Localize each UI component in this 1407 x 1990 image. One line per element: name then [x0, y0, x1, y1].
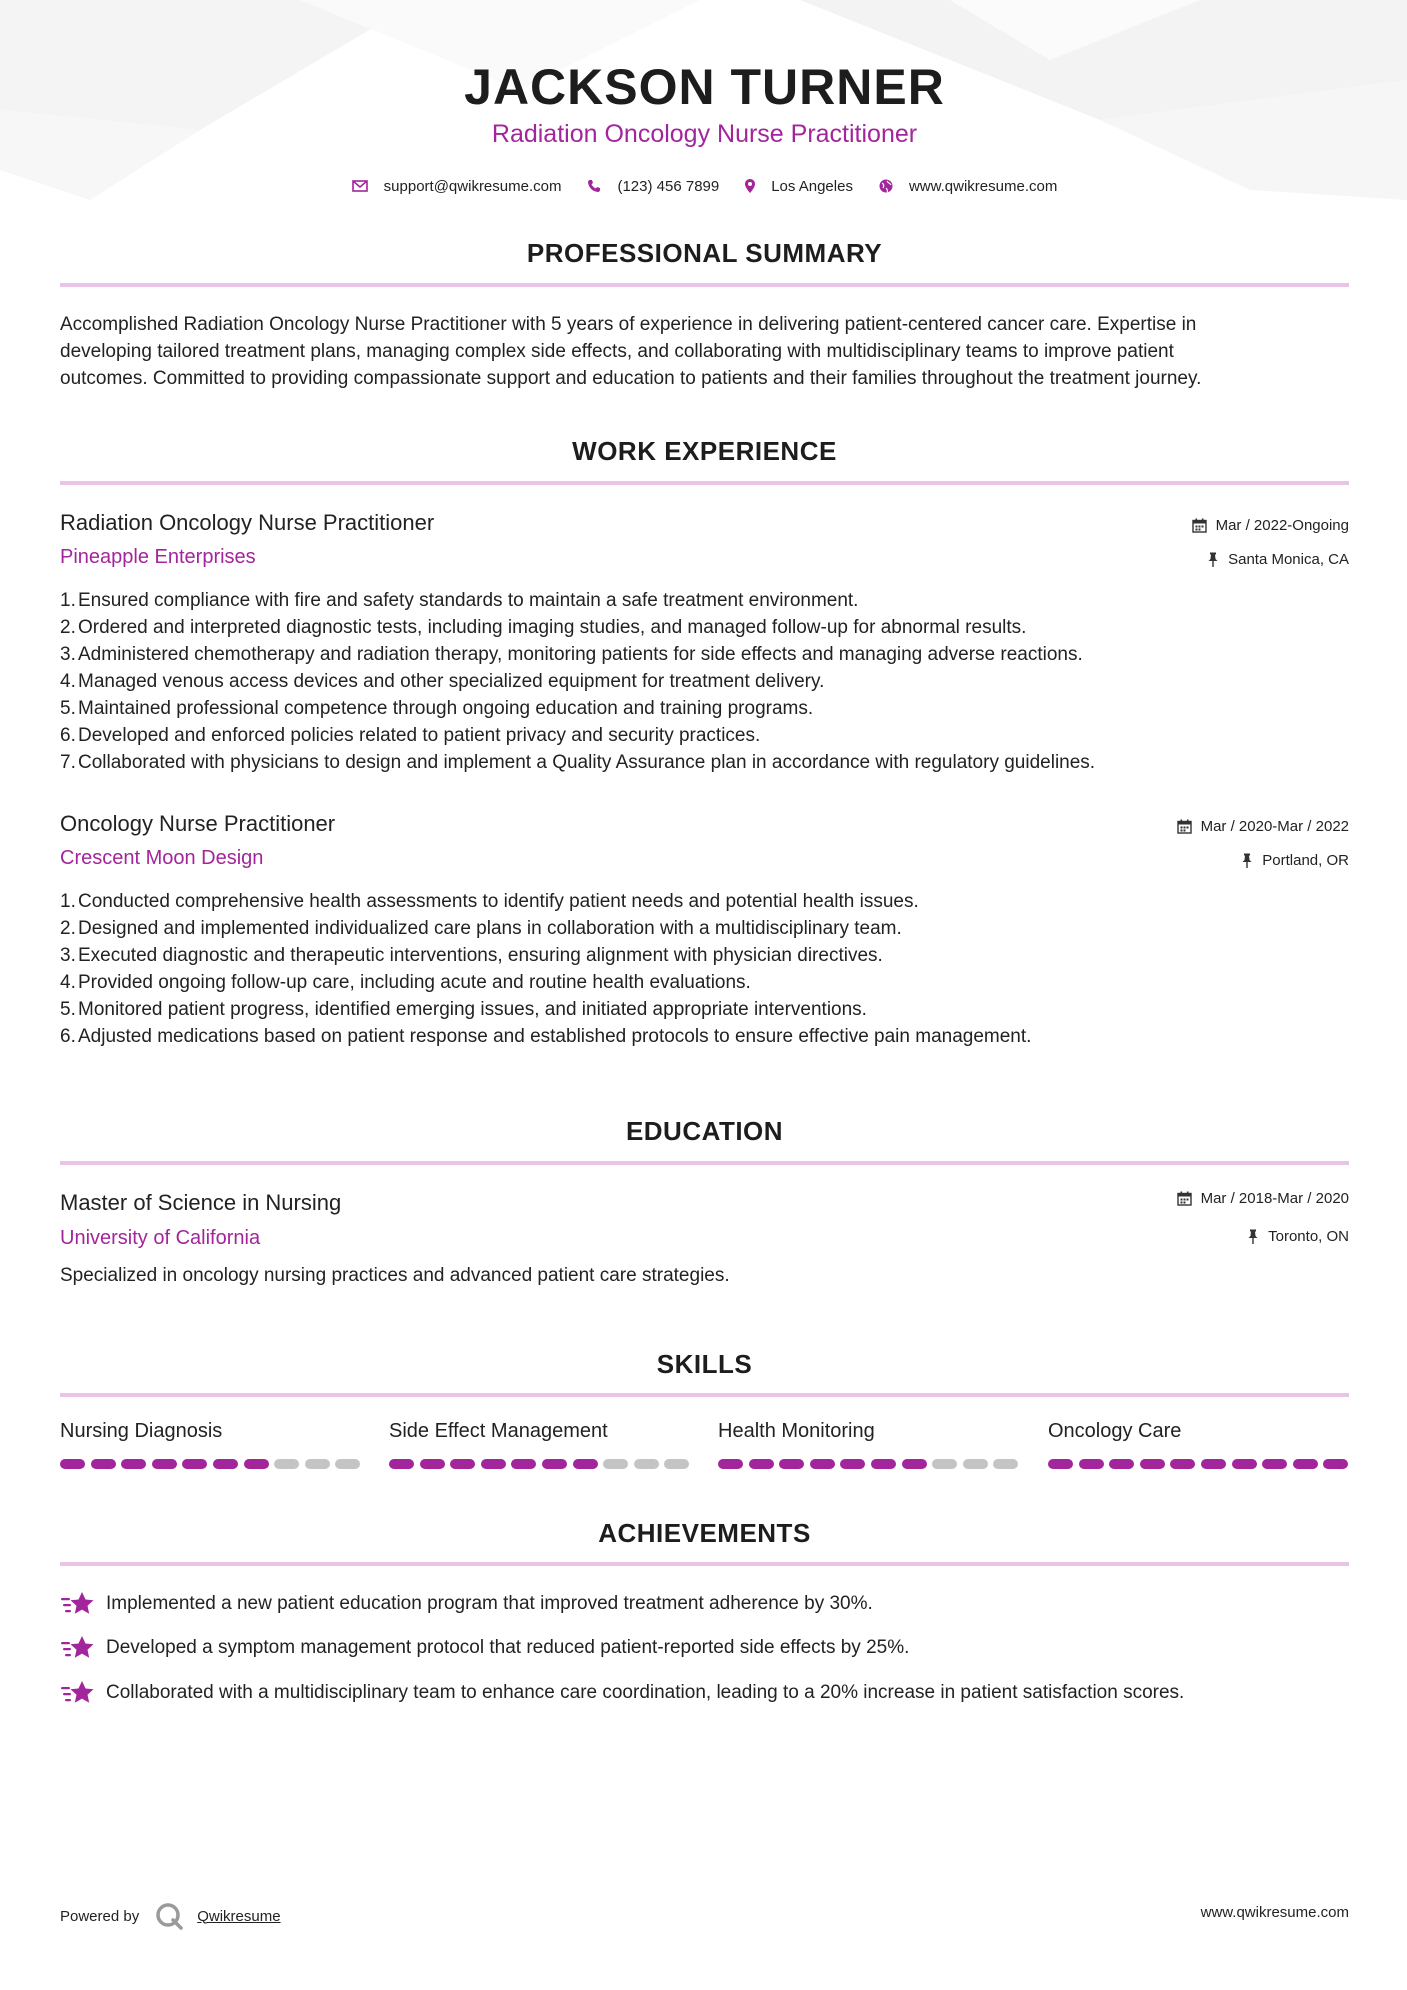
job-dates-text: Mar / 2022-Ongoing — [1215, 517, 1349, 534]
achievement-text: Collaborated with a multidisciplinary team to enhance care coordination, leading to a 20% increase in patient satisfaction scores. — [106, 1682, 1185, 1703]
envelope-icon — [352, 180, 368, 192]
education-description: Specialized in oncology nursing practices and advanced patient care strategies. — [60, 1265, 730, 1286]
footer-website-link[interactable]: www.qwikresume.com — [1200, 1904, 1349, 1921]
skill-segment-filled — [1293, 1459, 1318, 1469]
star-achievement-icon — [60, 1678, 96, 1708]
skill-segment-filled — [420, 1459, 445, 1469]
skill-segment-empty — [305, 1459, 330, 1469]
skill-segment-filled — [511, 1459, 536, 1469]
calendar-icon — [1177, 819, 1192, 834]
contact-website[interactable] — [879, 178, 1057, 195]
skill-segment-filled — [389, 1459, 414, 1469]
skill-segment-filled — [1201, 1459, 1226, 1469]
skill-segment-empty — [335, 1459, 360, 1469]
skill-segment-empty — [603, 1459, 628, 1469]
skill-rating-bar — [1048, 1459, 1349, 1469]
job-location-text: Santa Monica, CA — [1228, 551, 1349, 568]
summary-line: Accomplished Radiation Oncology Nurse Practitioner with 5 years of experience in delivering patient-centered cancer care. Expertise in — [60, 314, 1197, 335]
summary-heading: PROFESSIONAL SUMMARY — [526, 238, 883, 268]
skill-segment-filled — [1170, 1459, 1195, 1469]
contact-email-text: support@qwikresume.com — [383, 177, 562, 195]
skill-rating-bar — [60, 1459, 361, 1469]
education-location — [1247, 1228, 1349, 1245]
list-item: Managed venous access devices and other specialized equipment for treatment delivery. — [78, 671, 825, 692]
list-item: Provided ongoing follow-up care, including acute and routine health evaluations. — [78, 972, 751, 993]
skill-name: Oncology Care — [1048, 1420, 1182, 1442]
achievement-text: Developed a symptom management protocol that reduced patient-reported side effects by 25%. — [106, 1637, 910, 1658]
skill-segment-filled — [1262, 1459, 1287, 1469]
skill-segment-filled — [182, 1459, 207, 1469]
skill-segment-empty — [664, 1459, 689, 1469]
job-dates-text: Mar / 2020-Mar / 2022 — [1200, 818, 1349, 835]
skill-segment-filled — [871, 1459, 896, 1469]
skill-segment-filled — [902, 1459, 927, 1469]
candidate-title: Radiation Oncology Nurse Practitioner — [491, 120, 918, 148]
education-dates-text: Mar / 2018-Mar / 2020 — [1200, 1190, 1349, 1207]
list-item: Ordered and interpreted diagnostic tests, including imaging studies, and managed follow-up for abnormal results. — [78, 617, 1027, 638]
skill-segment-filled — [840, 1459, 865, 1469]
skill-rating-bar — [389, 1459, 690, 1469]
education-school: University of California — [60, 1227, 261, 1249]
education-dates — [1177, 1190, 1349, 1207]
contact-location-text: Los Angeles — [771, 177, 853, 195]
skill-item — [1048, 1420, 1349, 1448]
contact-phone-text: (123) 456 7899 — [617, 177, 720, 195]
list-item: Executed diagnostic and therapeutic interventions, ensuring alignment with physician directives. — [78, 945, 883, 966]
skill-name: Nursing Diagnosis — [60, 1420, 223, 1442]
job-location — [1207, 551, 1349, 568]
calendar-icon — [1177, 1191, 1192, 1206]
skill-item — [718, 1420, 1019, 1448]
skill-segment-empty — [932, 1459, 957, 1469]
list-item: Developed and enforced policies related to patient privacy and security practices. — [78, 725, 761, 746]
achievements-divider — [60, 1562, 1349, 1566]
skill-segment-filled — [244, 1459, 269, 1469]
skill-segment-filled — [450, 1459, 475, 1469]
star-achievement-icon — [60, 1589, 96, 1619]
skill-segment-filled — [91, 1459, 116, 1469]
job-location — [1241, 852, 1349, 869]
experience-heading: WORK EXPERIENCE — [572, 436, 837, 466]
skills-heading: SKILLS — [656, 1349, 753, 1379]
powered-by-label: Powered by — [60, 1907, 140, 1925]
education-divider — [60, 1161, 1349, 1165]
job-company: Pineapple Enterprises — [60, 546, 256, 568]
skills-divider — [60, 1393, 1349, 1397]
skill-segment-empty — [274, 1459, 299, 1469]
achievement-item — [60, 1633, 909, 1663]
skill-segment-filled — [1109, 1459, 1134, 1469]
location-pin-icon — [745, 179, 755, 193]
skill-segment-filled — [1323, 1459, 1348, 1469]
candidate-name: JACKSON TURNER — [464, 59, 945, 115]
skill-segment-filled — [779, 1459, 804, 1469]
skill-name: Side Effect Management — [389, 1420, 608, 1442]
skill-item — [389, 1420, 690, 1448]
job-dates — [1177, 818, 1349, 835]
achievement-item — [60, 1589, 873, 1619]
skill-segment-filled — [152, 1459, 177, 1469]
skill-segment-filled — [481, 1459, 506, 1469]
globe-icon — [879, 179, 893, 193]
job-title: Oncology Nurse Practitioner — [60, 811, 336, 836]
summary-line: developing tailored treatment plans, managing complex side effects, and collaborating with multidisciplinary teams to improve patient — [60, 341, 1174, 362]
summary-divider — [60, 283, 1349, 287]
contact-website-text: www.qwikresume.com — [908, 177, 1058, 195]
contact-location — [745, 178, 853, 195]
summary-text — [60, 311, 1349, 392]
skill-name: Health Monitoring — [718, 1420, 875, 1442]
list-item: Maintained professional competence through ongoing education and training programs. — [78, 698, 814, 719]
job-dates — [1192, 517, 1349, 534]
calendar-icon — [1192, 518, 1207, 533]
experience-divider — [60, 481, 1349, 485]
achievements-heading: ACHIEVEMENTS — [598, 1518, 811, 1548]
skill-segment-filled — [1079, 1459, 1104, 1469]
list-item: Monitored patient progress, identified emerging issues, and initiated appropriate interventions. — [78, 999, 867, 1020]
summary-line: outcomes. Committed to providing compassionate support and education to patients and their families throughout the treatment journey. — [60, 368, 1202, 389]
contact-phone[interactable] — [587, 178, 719, 195]
job-location-text: Portland, OR — [1262, 852, 1349, 869]
pushpin-icon — [1241, 853, 1253, 868]
skill-segment-filled — [1048, 1459, 1073, 1469]
education-degree: Master of Science in Nursing — [60, 1190, 342, 1215]
skill-segment-filled — [810, 1459, 835, 1469]
education-heading: EDUCATION — [625, 1116, 784, 1146]
pushpin-icon — [1207, 552, 1219, 567]
job-responsibilities — [60, 587, 1367, 776]
contact-bar — [60, 174, 1349, 198]
skill-segment-filled — [121, 1459, 146, 1469]
skill-segment-filled — [60, 1459, 85, 1469]
qwikresume-link[interactable]: Qwikresume — [197, 1907, 281, 1925]
contact-email[interactable] — [352, 178, 562, 195]
list-item: Designed and implemented individualized care plans in collaboration with a multidisciplinary team. — [78, 918, 902, 939]
qwikresume-logo-icon — [155, 1902, 185, 1930]
skills-list — [60, 1420, 1349, 1480]
skill-segment-filled — [542, 1459, 567, 1469]
footer-powered-by — [60, 1902, 281, 1930]
skill-segment-filled — [213, 1459, 238, 1469]
skill-segment-filled — [1232, 1459, 1257, 1469]
skill-segment-empty — [963, 1459, 988, 1469]
list-item: Ensured compliance with fire and safety standards to maintain a safe treatment environment. — [78, 590, 859, 611]
skill-rating-bar — [718, 1459, 1019, 1469]
skill-segment-filled — [749, 1459, 774, 1469]
list-item: Adjusted medications based on patient response and established protocols to ensure effective pain management. — [78, 1026, 1032, 1047]
skill-segment-filled — [573, 1459, 598, 1469]
list-item: Collaborated with physicians to design and implement a Quality Assurance plan in accordance with regulatory guidelines. — [78, 752, 1096, 773]
star-achievement-icon — [60, 1633, 96, 1663]
skill-item — [60, 1420, 361, 1448]
achievement-text: Implemented a new patient education program that improved treatment adherence by 30%. — [106, 1593, 873, 1614]
achievement-item — [60, 1678, 1184, 1708]
job-responsibilities — [60, 888, 1367, 1050]
phone-icon — [587, 179, 601, 193]
education-location-text: Toronto, ON — [1268, 1228, 1349, 1245]
list-item: Conducted comprehensive health assessments to identify patient needs and potential health issues. — [78, 891, 919, 912]
job-title: Radiation Oncology Nurse Practitioner — [60, 510, 435, 535]
skill-segment-empty — [993, 1459, 1018, 1469]
job-company: Crescent Moon Design — [60, 847, 264, 869]
pushpin-icon — [1247, 1229, 1259, 1244]
skill-segment-empty — [634, 1459, 659, 1469]
skill-segment-filled — [1140, 1459, 1165, 1469]
list-item: Administered chemotherapy and radiation therapy, monitoring patients for side effects and managing adverse reactions. — [78, 644, 1083, 665]
skill-segment-filled — [718, 1459, 743, 1469]
